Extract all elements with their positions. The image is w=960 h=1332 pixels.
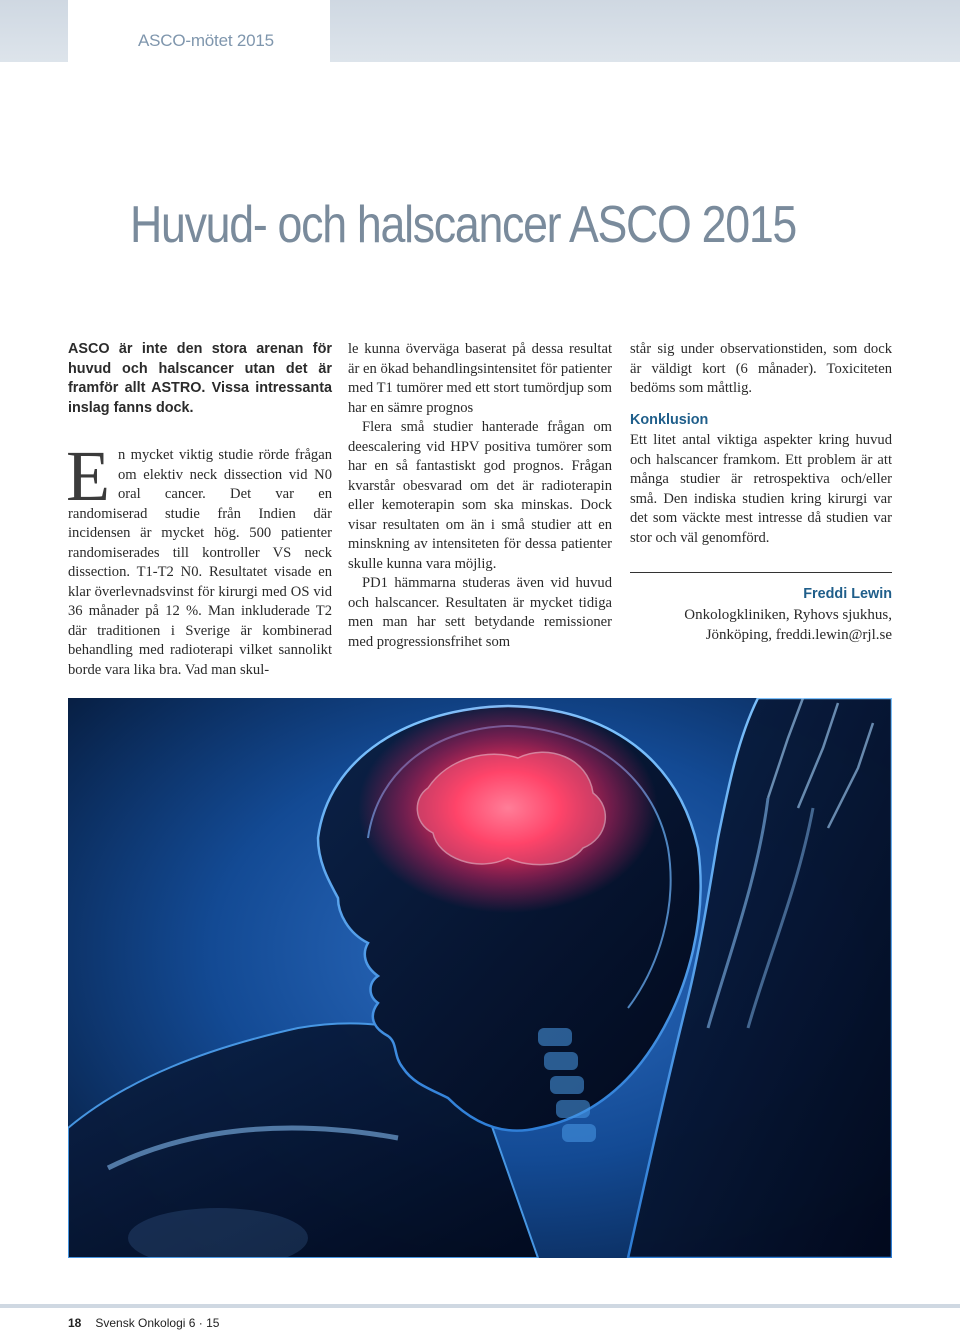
body-paragraph: Ett litet antal viktiga aspekter kring huvud och halscancer framkom. Ett problem är att många studier är retrospektiva och/eller små. Den indiska studien kring kirurgi var det som väckte mest intresse då studien var stor och väl genomförd. [630,432,892,546]
section-tab-label: ASCO-mötet 2015 [138,31,274,50]
article-lead: ASCO är inte den stora arenan för huvud och halscancer utan det är framför allt ASTRO. Vissa intressanta inslag fanns dock. [68,341,332,416]
body-text: n mycket viktig studie rörde frågan om elektiv neck dissection vid N0 oral cancer. Det var en randomiserad studie från Indien där incidensen är mycket hög. 500 patienter randomiserades till kontroller VS neck dissection. T1-T2 N0. Resultatet visade en klar överlevnadsvinst för kirurgi med OS vid 36 månader på 12 %. Man inkluderade T2 där traditionen i Sverige är kombinerad behandling med radioterapi vilket sannolikt borde vara lika bra. Vad man skul- [68,447,332,678]
body-paragraph: le kunna överväga baserat på dessa resultat är en ökad behandlingsintensitet för patienter med T1 tumörer med ett stort tumördjup som har en sämre prognos [348,341,612,416]
page-footer [68,1316,219,1330]
body-paragraph [66,436,332,680]
page-number: 18 [68,1316,82,1330]
author-name: Freddi Lewin [803,586,892,602]
footer-rule [0,1304,960,1308]
body-paragraph: PD1 hämmarna studeras även vid huvud och halscancer. Resultaten är mycket tidiga men man har sett betydande remissioner med progressionsfrihet som [348,575,612,650]
body-paragraph: Flera små studier hanterade frågan om deescalering vid HPV positiva tumörer som har en så fantastiskt god prognos. Frågan kvarstår obesvarad om det är radioterapin eller kemoterapin som ska minskas. Dock visar resultaten om än i små studier att en minskning av intensiteten för dessa patienter skulle kunna vara möjlig. [348,419,612,572]
dropcap: E [66,436,110,516]
section-tab [68,0,330,70]
column-2 [348,340,612,652]
publication-name: Svensk Onkologi 6 · 15 [95,1316,220,1330]
article-title: Huvud- och halscancer ASCO 2015 [130,196,796,254]
column-1 [68,340,332,680]
author-divider [630,572,892,573]
author-affiliation-contact: Jönköping, freddi.lewin@rjl.se [705,626,892,643]
xray-head-illustration [68,698,892,1258]
column-3 [630,340,892,645]
article-illustration [68,698,892,1258]
author-affiliation: Onkologkliniken, Ryhovs sjukhus, [684,606,892,623]
body-paragraph: står sig under observationstiden, som dock är väldigt kort (6 månader). Toxiciteten bedöms som måttlig. [630,341,892,396]
section-subheading: Konklusion [630,411,709,428]
